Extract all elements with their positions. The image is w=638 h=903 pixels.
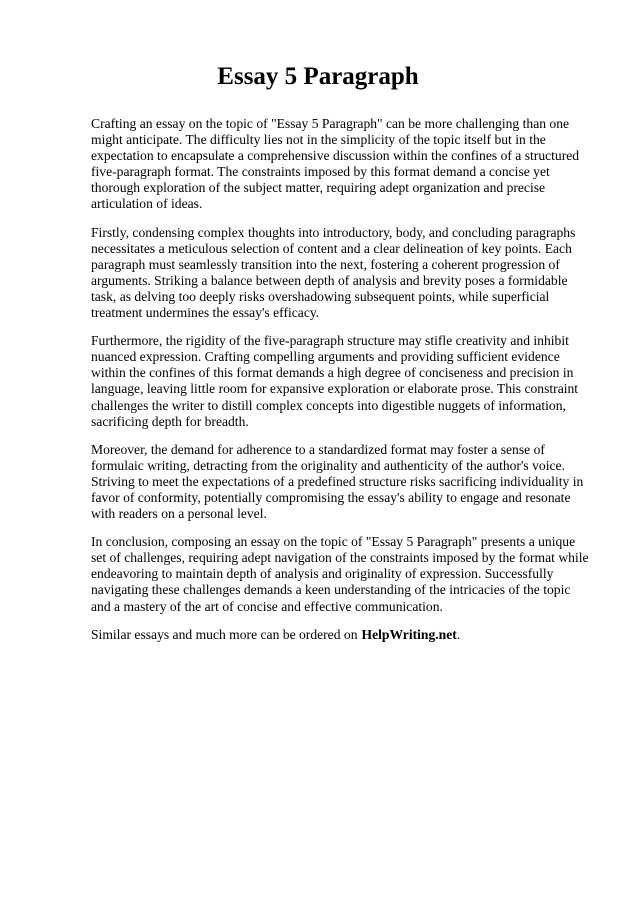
paragraph-5: In conclusion, composing an essay on the topic of "Essay 5 Paragraph" presents a unique set of challenges, requiring adept navigation of the constraints imposed by the format while endeavoring to maintain depth of analysis and originality of expression. Successfully navigating these challenges demands a keen understanding of the intricacies of the topic and a mastery of the art of concise and effective communication. [91, 534, 589, 614]
paragraph-4: Moreover, the demand for adherence to a standardized format may foster a sense of formulaic writing, detracting from the originality and authenticity of the author's voice. Striving to meet the expectations of a predefined structure risks sacrificing individuality in favor of conformity, potentially compromising the essay's ability to engage and resonate with readers on a personal level. [91, 441, 584, 522]
paragraph-2: Firstly, condensing complex thoughts into introductory, body, and concluding paragraphs necessitates a meticulous selection of content and a clear delineation of key points. Each paragraph must seamlessly transition into the next, fostering a coherent progression of arguments. Striking a balance between depth of analysis and brevity poses a formidable task, as delving too deeply risks overshadowing subsequent points, while superficial treatment undermines the essay's efficacy. [91, 224, 576, 321]
paragraph-3: Furthermore, the rigidity of the five-paragraph structure may stifle creativity and inhibit nuanced expression. Crafting compelling arguments and providing sufficient evidence within the confines of this format demands a high degree of conciseness and precision in language, leaving little room for expansive exploration or elaborate prose. This constraint challenges the writer to distill complex concepts into digestible nuggets of information, sacrificing depth for breadth. [91, 333, 579, 429]
footer-line [91, 627, 593, 643]
helpwriting-link[interactable]: HelpWriting.net [361, 626, 457, 642]
footer-period: . [456, 626, 461, 642]
footer-text: Similar essays and much more can be ordered on [91, 626, 358, 642]
paragraph-1: Crafting an essay on the topic of "Essay 5 Paragraph" can be more challenging than one might anticipate. The difficulty lies not in the simplicity of the topic itself but in the expectation to encapsulate a comprehensive discussion within the confines of a structured five-paragraph format. The constraints imposed by this format demand a concise yet thorough exploration of the subject matter, requiring adept organization and precise articulation of ideas. [91, 116, 580, 212]
page-title: Essay 5 Paragraph [217, 63, 419, 90]
